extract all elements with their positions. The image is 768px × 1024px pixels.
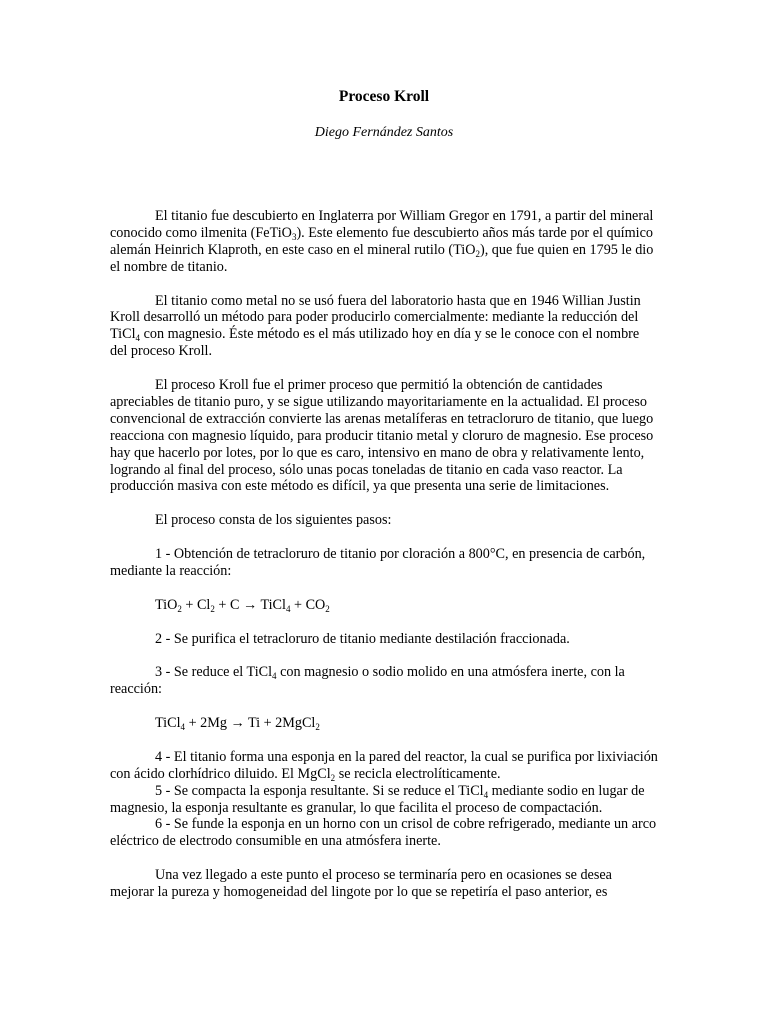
text-run: 3 - Se reduce el TiCl: [155, 664, 273, 681]
subscript: 2: [315, 722, 320, 733]
subscript: 3: [291, 231, 297, 242]
text-run: 5 - Se compacta la esponja resultante. Si se reduce el TiCl: [155, 782, 484, 799]
text-run: 1 - Obtención de tetracloruro de titanio por cloración a 800°C, en presencia de carbón, mediante la reacción:: [110, 546, 646, 579]
text-run: 2 - Se purifica el tetracloruro de titanio mediante destilación fraccionada.: [155, 630, 570, 647]
text-run: ). Este elemento fue descubierto años más tarde por el químico alemán Heinrich Klaproth, en este caso en el mineral rutilo (TiO: [110, 224, 653, 258]
paragraph-step-4: [110, 749, 658, 783]
subscript: 4: [272, 671, 277, 682]
page-title: Proceso Kroll: [338, 88, 430, 105]
subscript: 2: [330, 772, 336, 783]
subscript: 2: [177, 603, 182, 614]
text-run: TiCl: [155, 715, 181, 732]
paragraph-step-3: [110, 664, 658, 698]
text-run: El proceso Kroll fue el primer proceso que permitió la obtención de cantidades apreciables de titanio puro, y se sigue utilizando mayoritariamente en la actualidad. El proceso convencional de extracción convierte las arenas metalíferas en tetracloruro de titanio, que luego reacciona con magnesio líquido, para producir titanio metal y cloruro de magnesio. Ese proceso hay que hacerlo por lotes, por lo que es caro, intensivo en mano de obra y relativamente lento, logrando al final del proceso, sólo unas pocas toneladas de titanio en cada vaso reactor. La producción masiva con este método es difícil, ya que presenta una serie de limitaciones.: [110, 377, 654, 495]
subscript: 4: [285, 603, 291, 614]
text-run: ), que fue quien en 1795 le dio el nombre de titanio.: [110, 241, 654, 275]
subscript: 4: [135, 333, 141, 344]
paragraph-kroll-method: [110, 293, 658, 361]
text-run: mediante sodio en lugar de magnesio, la esponja resultante es granular, lo que facilita el proceso de compactación.: [110, 782, 645, 816]
text-run: + Cl: [181, 596, 211, 613]
subscript: 2: [210, 603, 215, 614]
text-run: TiO: [155, 596, 178, 613]
text-run: El titanio fue descubierto en Inglaterra por William Gregor en 1791, a partir del mineral conocido como ilmenita (FeTiO: [110, 208, 654, 241]
equation-chlorination: [110, 597, 658, 614]
text-run: se recicla electrolíticamente.: [335, 765, 501, 782]
subscript: 2: [475, 248, 480, 259]
text-run: 4 - El titanio forma una esponja en la pared del reactor, la cual se purifica por lixiviación con ácido clorhídrico diluido. El MgCl: [110, 748, 658, 782]
text-run: El titanio como metal no se usó fuera del laboratorio hasta que en 1946 Willian Justin Kroll desarrolló un método para poder producirlo comercialmente: mediante la reducción del TiCl: [110, 292, 641, 343]
paragraph-process-description: [110, 377, 658, 495]
text-run: con magnesio o sodio molido en una atmósfera inerte, con la reacción:: [110, 664, 625, 698]
text-run: 6 - Se funde la esponja en un horno con un crisol de cobre refrigerado, mediante un arco eléctrico de electrodo consumible en una atmósfera inerte.: [110, 816, 657, 850]
text-run: El proceso consta de los siguientes pasos:: [155, 512, 392, 529]
document-body: [110, 208, 658, 918]
paragraph-conclusion: [110, 867, 658, 901]
paragraph-step-5: [110, 783, 658, 817]
author-name: Diego Fernández Santos: [314, 125, 454, 140]
subscript: 2: [325, 603, 330, 614]
paragraph-steps-intro: [110, 512, 658, 529]
paragraph-discovery: [110, 208, 658, 276]
equation-reduction: [110, 715, 658, 732]
paragraph-step-6: [110, 816, 658, 850]
text-run: + C → TiCl: [214, 596, 286, 613]
text-run: Una vez llegado a este punto el proceso se terminaría pero en ocasiones se desea mejorar la pureza y homogeneidad del lingote por lo que se repetiría el paso anterior, es: [110, 867, 612, 901]
subscript: 4: [180, 722, 186, 733]
text-run: + 2Mg → Ti + 2MgCl: [185, 715, 316, 732]
text-run: con magnesio. Éste método es el más utilizado hoy en día y se le conoce con el nombre del proceso Kroll.: [110, 326, 640, 360]
subscript: 4: [483, 789, 489, 800]
text-run: + CO: [290, 596, 326, 613]
paragraph-step-1: [110, 546, 658, 580]
paragraph-step-2: [110, 631, 658, 648]
